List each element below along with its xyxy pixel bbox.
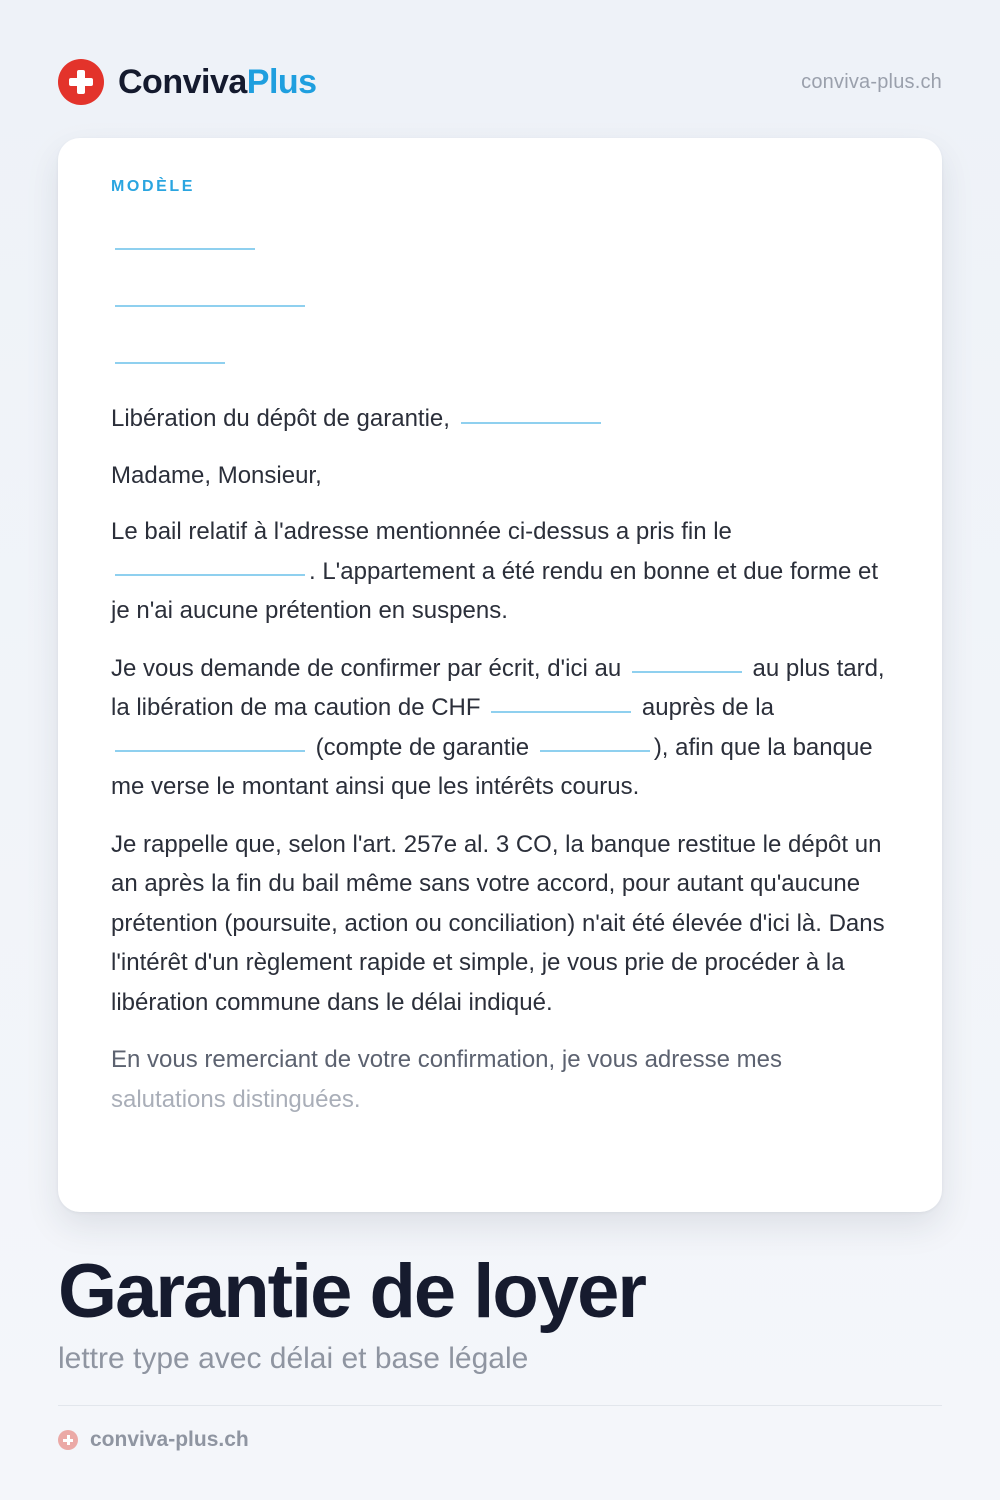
header [58,58,942,106]
address-line-1 [111,210,889,267]
address-line-2 [111,267,889,324]
blank-field[interactable] [115,305,305,307]
brand[interactable] [58,59,317,105]
blank-field[interactable] [632,671,742,673]
blank-field[interactable] [115,248,255,250]
blank-field[interactable] [115,750,305,752]
letter-paragraph-1 [111,512,889,631]
letter-card [58,138,942,1212]
brand-name [118,63,317,102]
p2-text-a: Je vous demande de confirmer par écrit, d'ici au [111,654,622,682]
letter-subject [111,399,889,439]
letter-paragraph-3: Je rappelle que, selon l'art. 257e al. 3 CO, la banque restitue le dépôt un an après la fin du bail même sans votre accord, pour autant qu'aucune prétention (poursuite, action ou conciliation) n'ait été élevée d'ici là. Dans l'intérêt d'un règlement rapide et simple, je vous prie de procéder à la libération commune dans le délai indiqué. [111,830,885,1016]
letter-closing [111,1040,889,1119]
header-url[interactable]: conviva-plus.ch [801,70,942,93]
letter-salutation: Madame, Monsieur, [111,461,322,489]
swiss-cross-icon [58,1430,78,1450]
p2-text-c: auprès de la [641,694,774,721]
blank-field[interactable] [115,362,225,364]
footer [58,1428,249,1452]
page-title: Garantie de loyer [58,1249,645,1334]
divider [58,1405,942,1406]
brand-name-part2: Plus [246,62,317,101]
blank-field[interactable] [115,574,305,576]
blank-field[interactable] [461,422,601,424]
template-label: MODÈLE [111,178,196,195]
p1-text-a: Le bail relatif à l'adresse mentionnée ci-dessus a pris fin le [111,518,732,545]
address-line-3 [111,324,889,381]
p2-text-b: au plus tard, la libération de ma caution de CHF [111,654,885,721]
p2-text-e: ), afin que la banque me verse le montant ainsi que les intérêts courus. [111,733,873,800]
blank-field[interactable] [540,750,650,752]
p1-text-b: . L'appartement a été rendu en bonne et due forme et je n'ai aucune prétention en suspens. [111,557,878,624]
brand-name-part1: Conviva [118,62,247,101]
letter-paragraph-2 [111,649,889,807]
p2-text-d: (compte de garantie [315,733,530,761]
blank-field[interactable] [491,711,631,713]
subject-text: Libération du dépôt de garantie, [111,405,450,432]
closing-text-b: salutations distinguées. [111,1085,361,1113]
page-subtitle: lettre type avec délai et base légale [58,1342,529,1375]
footer-url[interactable]: conviva-plus.ch [90,1428,249,1451]
letter-body [111,399,889,1119]
swiss-cross-icon [58,59,104,105]
closing-text-a: En vous remerciant de votre confirmation, je vous adresse mes [111,1046,782,1073]
